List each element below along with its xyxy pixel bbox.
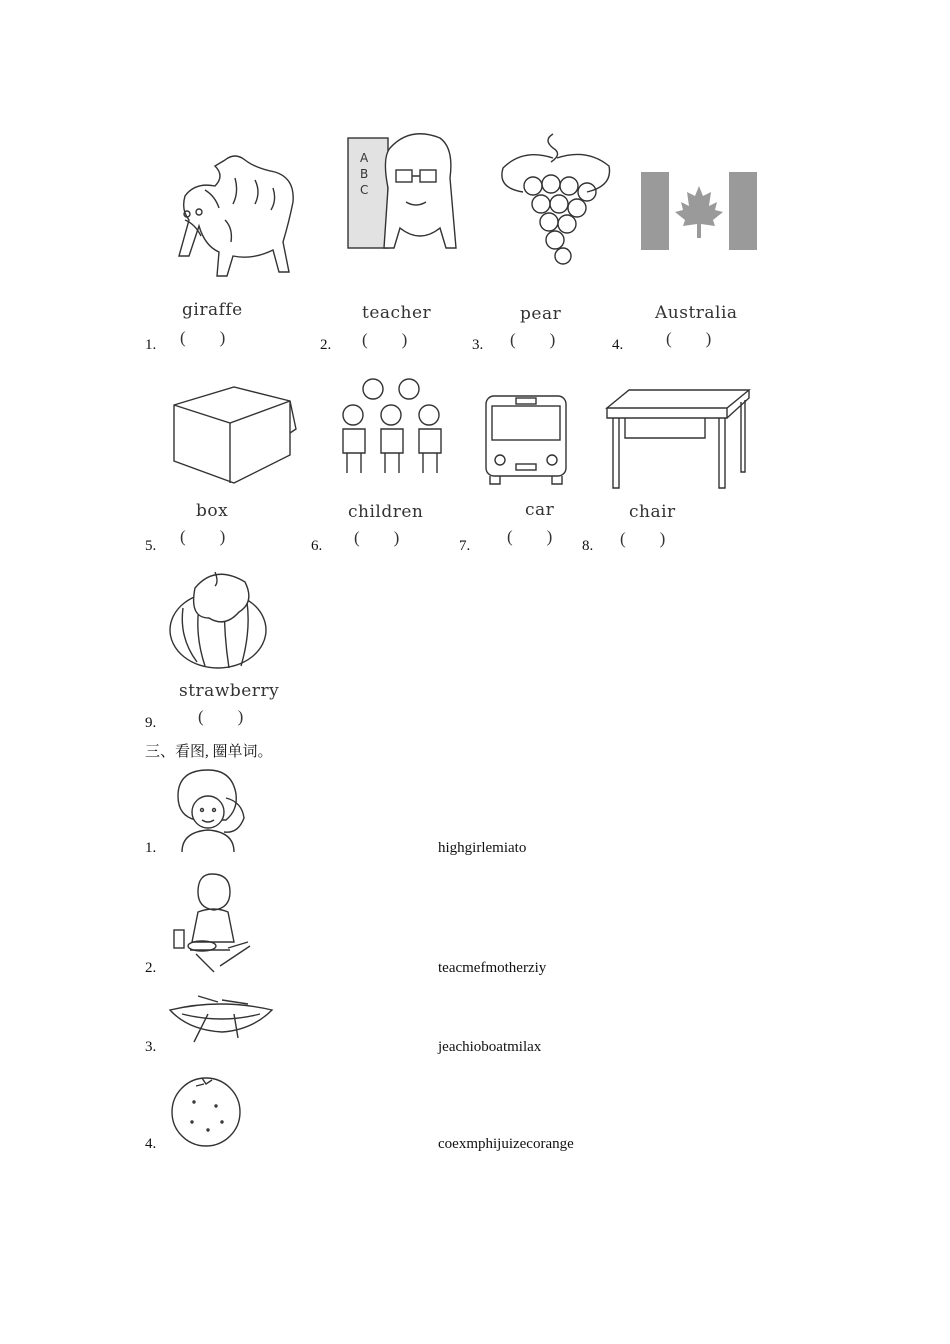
children-icon	[335, 375, 453, 477]
answer-blank[interactable]: ( )	[620, 529, 666, 548]
item-number: 9.	[145, 715, 157, 731]
answer-blank[interactable]: ( )	[180, 328, 226, 347]
bus-icon	[480, 392, 572, 484]
word-label: strawberry	[179, 681, 280, 701]
grapes-icon	[493, 128, 618, 270]
letter-string[interactable]: coexmphijuizecorange	[438, 1136, 574, 1152]
answer-blank[interactable]: ( )	[354, 528, 400, 547]
word-label: children	[348, 502, 424, 522]
item-number: 4.	[145, 1136, 157, 1152]
item-number: 4.	[612, 337, 624, 353]
item-number: 5.	[145, 538, 157, 554]
answer-blank[interactable]: ( )	[507, 527, 553, 546]
word-label: box	[196, 501, 229, 521]
mother-cooking-icon	[168, 870, 258, 976]
answer-blank[interactable]: ( )	[510, 330, 556, 349]
svg-text:B: B	[360, 167, 369, 181]
box-icon	[170, 385, 296, 485]
canada-flag-icon	[641, 172, 757, 252]
boat-icon	[168, 992, 274, 1044]
word-label: giraffe	[182, 300, 243, 320]
word-label: car	[525, 500, 555, 520]
desk-icon	[605, 388, 750, 490]
answer-blank[interactable]: ( )	[362, 330, 408, 349]
letter-string[interactable]: teacmefmotherziy	[438, 960, 547, 976]
item-number: 2.	[320, 337, 332, 353]
item-number: 6.	[311, 538, 323, 554]
svg-text:A: A	[360, 151, 369, 165]
item-number: 1.	[145, 840, 157, 856]
tiger-icon	[165, 150, 305, 290]
letter-string[interactable]: jeachioboatmilax	[438, 1039, 542, 1055]
girl-icon	[168, 768, 254, 852]
word-label: Australia	[655, 303, 738, 323]
orange-icon	[168, 1072, 248, 1148]
item-number: 3.	[472, 337, 484, 353]
item-number: 1.	[145, 337, 157, 353]
word-label: chair	[629, 502, 676, 522]
letter-string[interactable]: highgirlemiato	[438, 840, 527, 856]
watermelon-icon	[165, 568, 271, 670]
word-label: pear	[520, 304, 562, 324]
section-heading: 三、看图, 圈单词。	[145, 744, 273, 760]
answer-blank[interactable]: ( )	[198, 707, 244, 726]
answer-blank[interactable]: ( )	[180, 527, 226, 546]
answer-blank[interactable]: ( )	[666, 329, 712, 348]
item-number: 3.	[145, 1039, 157, 1055]
item-number: 7.	[459, 538, 471, 554]
item-number: 8.	[582, 538, 594, 554]
svg-text:C: C	[360, 183, 369, 197]
teacher-icon	[340, 128, 465, 258]
item-number: 2.	[145, 960, 157, 976]
word-label: teacher	[362, 303, 432, 323]
